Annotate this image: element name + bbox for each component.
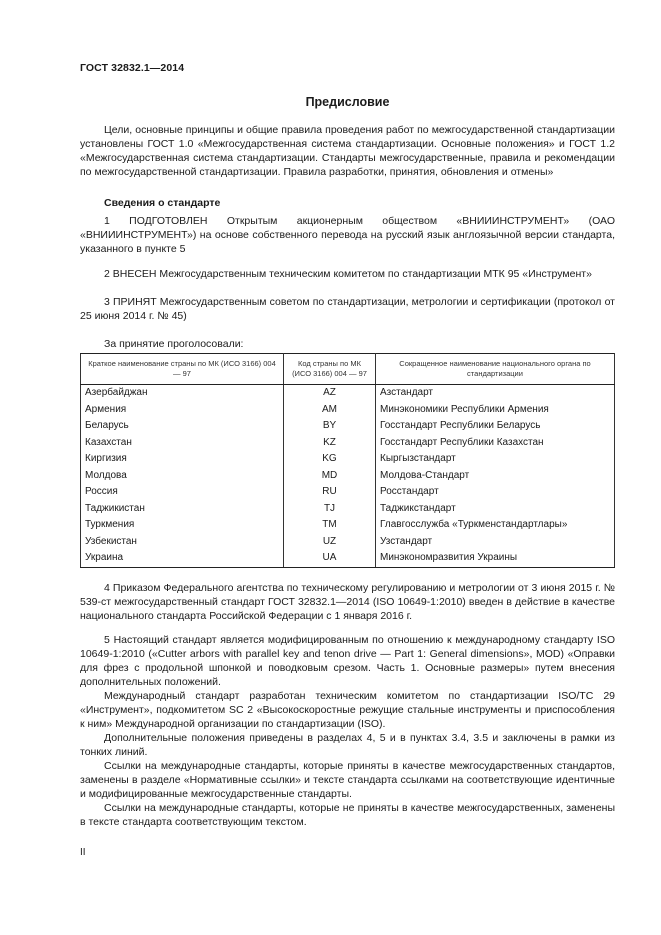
standards-body: Таджикстандарт [376, 501, 615, 518]
country-name: Армения [81, 402, 284, 419]
standards-body: Азстандарт [376, 385, 615, 402]
intro-block [80, 123, 615, 179]
country-name: Киргизия [81, 451, 284, 468]
item5-paragraph: 5 Настоящий стандарт является модифицированным по отношению к международному стандарту ISO 10649-1:2010 («Cutter arbors with parallel key and tenon drive — Part 1: General dimensions», MOD) «Оправки для фрез с продольной шпонкой и поводковым срезом. Часть 1. Основные размеры» путем внесения дополнительных положений. [80, 634, 615, 688]
table-row [81, 501, 615, 518]
standards-body: Молдова-Стандарт [376, 468, 615, 485]
country-code: UZ [284, 534, 376, 551]
item4-paragraph: 4 Приказом Федерального агентства по техническому регулированию и метрологии от 3 июня 2015 г. № 539-ст межгосударственный стандарт ГОСТ 32832.1—2014 (ISO 10649-1:2010) введен в действие в качестве национального стандарта Российской Федерации с 1 января 2016 г. [80, 582, 615, 622]
country-code: UA [284, 550, 376, 567]
country-code: RU [284, 484, 376, 501]
table-row [81, 402, 615, 419]
standards-body: Главгосслужба «Туркменстандартлары» [376, 517, 615, 534]
country-code: BY [284, 418, 376, 435]
item3-paragraph: 3 ПРИНЯТ Межгосударственным советом по стандартизации, метрологии и сертификации (протокол от 25 июня 2014 г. № 45) [80, 296, 615, 322]
country-code: AM [284, 402, 376, 419]
table-row [81, 517, 615, 534]
country-code: TJ [284, 501, 376, 518]
table-row [81, 435, 615, 452]
country-code: TM [284, 517, 376, 534]
section-title: Сведения о стандарте [104, 197, 221, 209]
table-header-body: Сокращенное наименование национального органа по стандартизации [376, 354, 615, 385]
standards-body: Госстандарт Республики Казахстан [376, 435, 615, 452]
table-row [81, 550, 615, 567]
country-code: MD [284, 468, 376, 485]
standards-body: Росстандарт [376, 484, 615, 501]
item5-paragraph-3: Дополнительные положения приведены в разделах 4, 5 и в пунктах 3.4, 3.5 и заключены в рамки из тонких линий. [80, 732, 615, 758]
country-name: Азербайджан [81, 385, 284, 402]
item5-paragraph-4: Ссылки на международные стандарты, которые приняты в качестве межгосударственных стандартов, заменены в разделе «Нормативные ссылки» и тексте стандарта ссылками на соответствующие идентичные и модифицированные межгосударственные стандарты. [80, 760, 615, 800]
country-name: Таджикистан [81, 501, 284, 518]
item1-paragraph: 1 ПОДГОТОВЛЕН Открытым акционерным обществом «ВНИИИНСТРУМЕНТ» (ОАО «ВНИИИНСТРУМЕНТ») на основе собственного перевода на русский язык англоязычной версии стандарта, указанного в пункте 5 [80, 215, 615, 255]
countries-table [80, 353, 615, 568]
standards-body: Узстандарт [376, 534, 615, 551]
document-page [80, 0, 615, 935]
country-name: Украина [81, 550, 284, 567]
country-code: KZ [284, 435, 376, 452]
country-code: AZ [284, 385, 376, 402]
standard-code-header: ГОСТ 32832.1—2014 [80, 62, 185, 74]
page-number: II [80, 847, 86, 858]
item3-block [80, 295, 615, 323]
item1-block [80, 214, 615, 256]
country-name: Молдова [81, 468, 284, 485]
standards-body: Минэкономразвития Украины [376, 550, 615, 567]
standards-body: Кыргызстандарт [376, 451, 615, 468]
item5-paragraph-5: Ссылки на международные стандарты, которые не приняты в качестве межгосударственных, заменены в тексте стандарта соответствующим текстом. [80, 802, 615, 828]
intro-paragraph: Цели, основные принципы и общие правила проведения работ по межгосударственной стандартизации установлены ГОСТ 1.0 «Межгосударственная система стандартизации. Основные положения» и ГОСТ 1.2 «Межгосударственная система стандартизации. Стандарты межгосударственные, правила и рекомендации по межгосударственной стандартизации. Правила разработки, принятия, обновления и отмены» [80, 124, 615, 178]
table-row [81, 534, 615, 551]
standards-body: Госстандарт Республики Беларусь [376, 418, 615, 435]
table-row [81, 484, 615, 501]
country-name: Казахстан [81, 435, 284, 452]
country-name: Узбекистан [81, 534, 284, 551]
table-row [81, 418, 615, 435]
table-header-country: Краткое наименование страны по МК (ИСО 3166) 004 — 97 [81, 354, 284, 385]
table-header-row [81, 354, 615, 385]
table-row [81, 468, 615, 485]
item5-paragraph-2: Международный стандарт разработан техническим комитетом по стандартизации ISO/TC 29 «Инструмент», подкомитетом SC 2 «Высокоскоростные режущие стальные инструменты и приспособления к ним» Международной организации по стандартизации (ISO). [80, 690, 615, 730]
country-code: KG [284, 451, 376, 468]
country-name: Беларусь [81, 418, 284, 435]
country-name: Туркмения [81, 517, 284, 534]
table-header-code: Код страны по МК (ИСО 3166) 004 — 97 [284, 354, 376, 385]
item5-block [80, 633, 615, 829]
page-title: Предисловие [305, 95, 390, 109]
item2-paragraph: 2 ВНЕСЕН Межгосударственным техническим комитетом по стандартизации МТК 95 «Инструмент» [104, 268, 592, 280]
table-row [81, 451, 615, 468]
country-name: Россия [81, 484, 284, 501]
item2-block [80, 267, 615, 281]
standards-body: Минэкономики Республики Армения [376, 402, 615, 419]
vote-label: За принятие проголосовали: [104, 338, 244, 350]
item4-block [80, 581, 615, 623]
table-row [81, 385, 615, 402]
